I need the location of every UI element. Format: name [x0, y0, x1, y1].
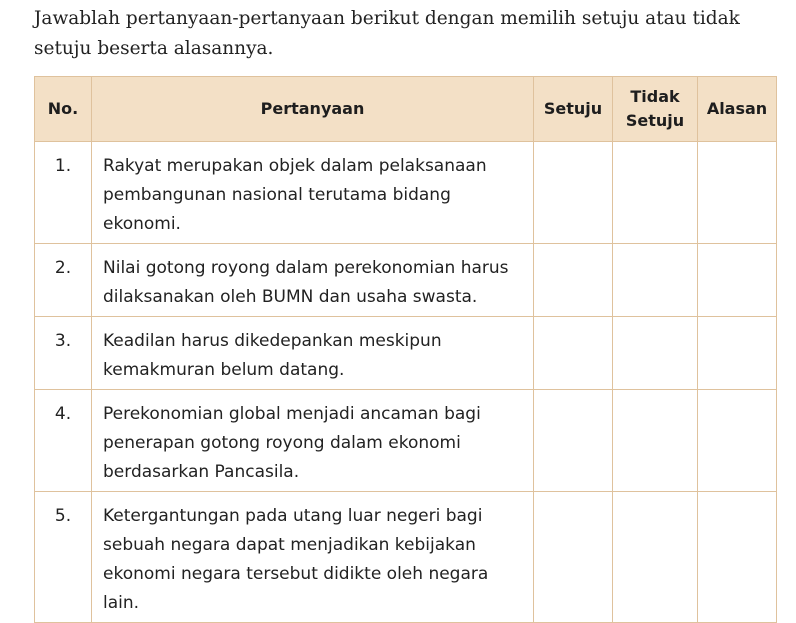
question-text: Keadilan harus dikedepankan meskipun kemakmuran belum datang.	[92, 317, 534, 390]
header-question: Pertanyaan	[92, 77, 534, 142]
row-number: 2.	[35, 244, 92, 317]
row-number: 4.	[35, 390, 92, 492]
agree-cell[interactable]	[534, 492, 613, 623]
disagree-cell[interactable]	[613, 317, 698, 390]
header-disagree-line2: Setuju	[625, 111, 685, 130]
instruction-text: Jawablah pertanyaan-pertanyaan berikut dengan memilih setuju atau tidak setuju beserta alasannya.	[34, 8, 740, 59]
table-row	[35, 142, 777, 244]
disagree-cell[interactable]	[613, 390, 698, 492]
header-disagree	[613, 77, 698, 142]
header-agree: Setuju	[534, 77, 613, 142]
table-row	[35, 317, 777, 390]
disagree-cell[interactable]	[613, 492, 698, 623]
disagree-cell[interactable]	[613, 142, 698, 244]
agree-cell[interactable]	[534, 142, 613, 244]
table-row	[35, 492, 777, 623]
table-row	[35, 390, 777, 492]
question-text: Nilai gotong royong dalam perekonomian harus dilaksanakan oleh BUMN dan usaha swasta.	[92, 244, 534, 317]
header-no: No.	[35, 77, 92, 142]
question-text: Rakyat merupakan objek dalam pelaksanaan pembangunan nasional terutama bidang ekonomi.	[92, 142, 534, 244]
row-number: 1.	[35, 142, 92, 244]
questionnaire-table	[34, 76, 777, 623]
agree-cell[interactable]	[534, 390, 613, 492]
agree-cell[interactable]	[534, 244, 613, 317]
agree-cell[interactable]	[534, 317, 613, 390]
table-row	[35, 244, 777, 317]
row-number: 5.	[35, 492, 92, 623]
question-text: Ketergantungan pada utang luar negeri bagi sebuah negara dapat menjadikan kebijakan ekonomi negara tersebut didikte oleh negara lain.	[92, 492, 534, 623]
reason-cell[interactable]	[698, 317, 777, 390]
question-text: Perekonomian global menjadi ancaman bagi penerapan gotong royong dalam ekonomi berdasarkan Pancasila.	[92, 390, 534, 492]
header-reason: Alasan	[698, 77, 777, 142]
reason-cell[interactable]	[698, 244, 777, 317]
reason-cell[interactable]	[698, 492, 777, 623]
disagree-cell[interactable]	[613, 244, 698, 317]
reason-cell[interactable]	[698, 390, 777, 492]
table-header-row	[35, 77, 777, 142]
header-disagree-line1: Tidak	[630, 87, 680, 106]
row-number: 3.	[35, 317, 92, 390]
reason-cell[interactable]	[698, 142, 777, 244]
